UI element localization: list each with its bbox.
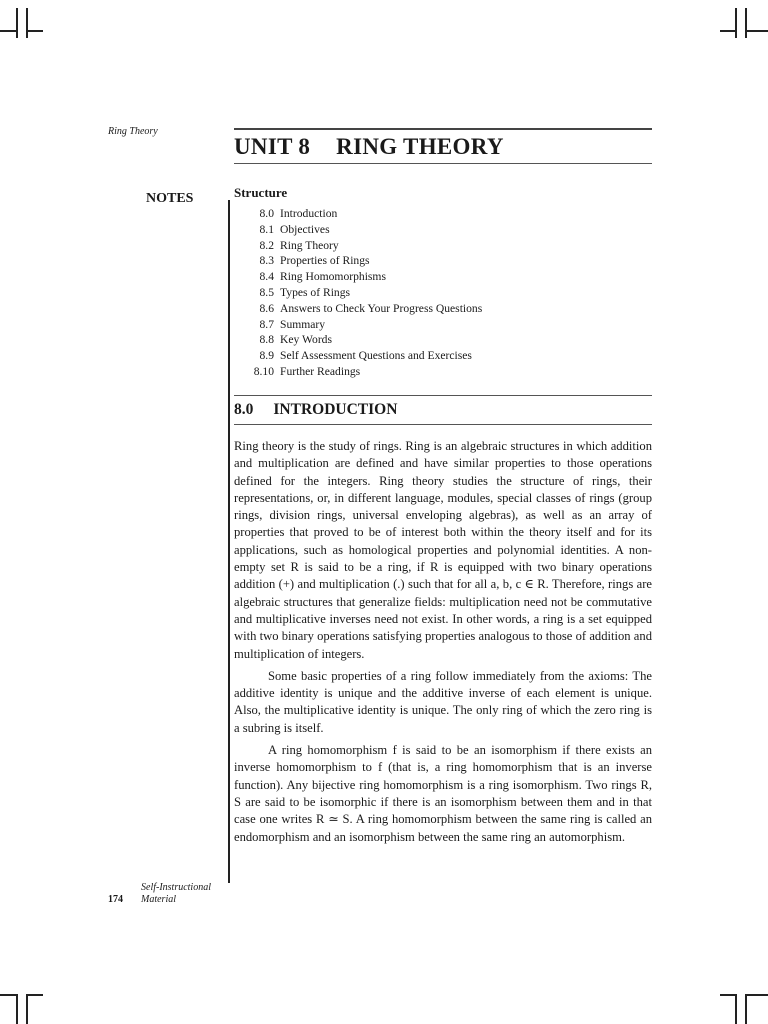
title-top-rule xyxy=(234,128,652,130)
toc-item xyxy=(240,206,560,222)
crop-mark xyxy=(16,994,18,1024)
toc-item-number: 8.10 xyxy=(253,364,274,378)
notes-label: NOTES xyxy=(146,191,194,206)
crop-mark xyxy=(26,8,28,38)
toc-item xyxy=(240,332,560,348)
crop-mark xyxy=(0,30,16,32)
toc-item-title: Properties of Rings xyxy=(280,254,370,268)
section-number: 8.0 xyxy=(234,401,254,418)
toc-item-title: Answers to Check Your Progress Questions xyxy=(280,301,483,315)
crop-mark xyxy=(745,8,747,38)
toc-item-title: Further Readings xyxy=(280,364,361,378)
toc-item xyxy=(240,348,560,364)
toc-item-number: 8.1 xyxy=(259,222,274,236)
toc-item-number: 8.9 xyxy=(259,349,274,363)
paragraph: Some basic properties of a ring follow immediately from the axioms: The additive identity is unique and the additive inverse of each element is unique. Also, the multiplicative identity is unique. The only ring of which the zero ring is a subring is itself. xyxy=(234,668,652,735)
margin-line xyxy=(228,200,230,883)
crop-mark xyxy=(27,30,43,32)
footer-line-2: Material xyxy=(141,894,176,905)
toc-item-title: Introduction xyxy=(280,207,338,220)
toc-item xyxy=(240,222,560,238)
footer-line-1: Self-Instructional xyxy=(141,882,211,893)
toc-item-number: 8.3 xyxy=(259,254,274,268)
page-number: 174 xyxy=(108,894,123,905)
toc-item-number: 8.4 xyxy=(259,270,274,284)
toc-item xyxy=(240,238,560,254)
toc-item xyxy=(240,301,560,317)
toc-item xyxy=(240,364,560,380)
unit-title xyxy=(234,134,504,160)
toc-item-title: Ring Theory xyxy=(280,238,339,252)
toc-item xyxy=(240,269,560,285)
unit-number: UNIT 8 xyxy=(234,134,311,159)
toc-item-number: 8.2 xyxy=(259,238,274,252)
toc-item-title: Self Assessment Questions and Exercises xyxy=(280,349,472,363)
toc-item-number: 8.5 xyxy=(259,285,274,299)
toc-item-title: Ring Homomorphisms xyxy=(280,270,386,284)
crop-mark xyxy=(720,30,736,32)
crop-mark xyxy=(735,8,737,38)
paragraph: Ring theory is the study of rings. Ring is an algebraic structures in which addition and multiplication are defined and have similar properties to those operations defined for the integers. Ring theory studies the structure of rings, their representations, or, in different language, modules, special classes of rings (group rings, division rings, universal enveloping algebras), as well as an array of properties that proved to be of interest both within the theory itself and for its applications, such as homological properties and polynomial identities. A non-empty set R is said to be a ring, if R is equipped with two binary operations addition (+) and multiplication (.) such that for all a, b, c ∈ R. Therefore, rings are algebraic structures that generalize fields: multiplication need not be commutative and multiplicative inverses need not exist. In other words, a ring is a set equipped with two binary operations satisfying properties analogous to those of addition and multiplication of integers. xyxy=(234,439,652,661)
toc-item xyxy=(240,285,560,301)
crop-mark xyxy=(16,8,18,38)
crop-mark xyxy=(745,994,747,1024)
crop-mark xyxy=(746,30,768,32)
running-head: Ring Theory xyxy=(108,126,158,137)
toc-item xyxy=(240,317,560,333)
toc-item xyxy=(240,253,560,269)
toc-item-title: Summary xyxy=(280,317,326,331)
title-bottom-rule xyxy=(234,163,652,164)
crop-mark xyxy=(26,994,28,1024)
crop-mark xyxy=(27,994,43,996)
crop-mark xyxy=(746,994,768,996)
body-text xyxy=(234,438,652,851)
section-title: INTRODUCTION xyxy=(273,401,398,418)
table-of-contents xyxy=(240,206,560,380)
toc-item-number: 8.8 xyxy=(259,333,274,347)
structure-heading: Structure xyxy=(234,185,288,200)
crop-mark xyxy=(0,994,16,996)
toc-item-title: Key Words xyxy=(280,333,332,347)
toc-bottom-rule xyxy=(234,395,652,396)
unit-title-text: RING THEORY xyxy=(336,134,504,159)
paragraph: A ring homomorphism f is said to be an isomorphism if there exists an inverse homomorphism to f (that is, a ring homomorphism that is an inverse function). Any bijective ring homomorphism is a ring isomorphism. Two rings R, S are said to be isomorphic if there is an isomorphism between them and in that case one writes R ≃ S. A ring homomorphism between the same ring is called an endomorphism and an isomorphism between the same ring an automorphism. xyxy=(234,743,652,844)
crop-mark xyxy=(720,994,736,996)
toc-item-number: 8.0 xyxy=(259,207,274,220)
section-rule xyxy=(234,424,652,425)
toc-item-number: 8.7 xyxy=(259,317,274,331)
footer-label xyxy=(141,882,226,906)
crop-mark xyxy=(735,994,737,1024)
toc-item-number: 8.6 xyxy=(259,301,274,315)
toc-item-title: Objectives xyxy=(280,222,330,236)
section-heading xyxy=(234,401,397,419)
toc-item-title: Types of Rings xyxy=(280,285,351,299)
